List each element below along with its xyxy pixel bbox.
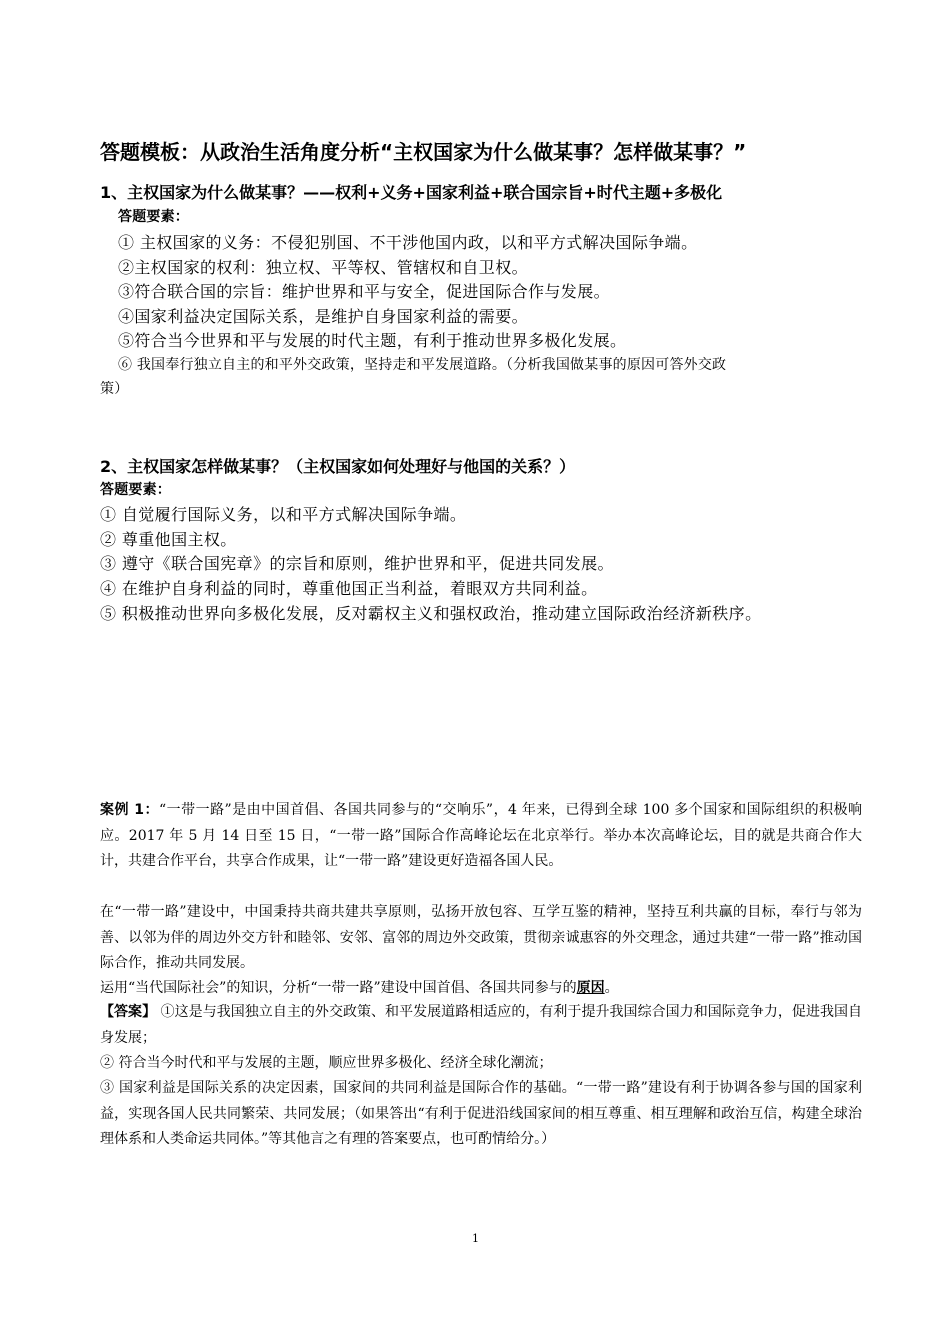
case-paragraph-1 bbox=[100, 798, 862, 875]
section1-item-5: ⑤符合当今世界和平与发展的时代主题，有利于推动世界多极化发展。 bbox=[118, 331, 627, 350]
section2-item-4: ④ 在维护自身利益的同时，尊重他国正当利益，着眼双方共同利益。 bbox=[100, 579, 598, 598]
answer-paragraph-3: ③ 国家利益是国际关系的决定因素，国家间的共同利益是国际合作的基础。“一带一路”建设有利于协调各参与国的国家利益，实现各国人民共同繁荣、共同发展；（如果答出“有利于促进沿线国家间的相互尊重、相互理解和政治互信，构建全球治理体系和人类命运共同体。”等其他言之有理的答案要点，也可酌情给分。） bbox=[100, 1080, 862, 1147]
case-paragraph-2: 在“一带一路”建设中，中国秉持共商共建共享原则，弘扬开放包容、互学互鉴的精神，坚持互利共赢的目标，奉行与邻为善、以邻为伴的周边外交方针和睦邻、安邻、富邻的周边外交政策，贯彻亲诚惠容的外交理念，通过共建“一带一路”推动国际合作，推动共同发展。 bbox=[100, 904, 862, 971]
answer-paragraph-1 bbox=[100, 1000, 862, 1051]
answer-label: 【答案】 bbox=[100, 1004, 157, 1020]
question-end: 。 bbox=[604, 980, 619, 996]
case-text-1: “一带一路”是由中国首倡、各国共同参与的“交响乐”，4 年来，已得到全球 100 多个国家和国际组织的积极响应。2017 年 5 月 14 日至 15 日，“一带一路”国际合作高峰论坛在北京举行。举办本次高峰论坛，目的就是共商合作大计，共建合作平台，共享合作成果，让“一带一路”建设更好造福各国人民。 bbox=[100, 802, 863, 869]
section1-item-6: ⑥ 我国奉行独立自主的和平外交政策，坚持走和平发展道路。（分析我国做某事的原因可答外交政 bbox=[118, 357, 727, 373]
section1-item-2: ②主权国家的权利：独立权、平等权、管辖权和自卫权。 bbox=[118, 258, 529, 277]
section1-item-6-cont: 策） bbox=[100, 381, 129, 397]
section1-heading: 1、主权国家为什么做某事？——权利+义务+国家利益+联合国宗旨+时代主题+多极化 bbox=[100, 183, 723, 202]
case-question bbox=[100, 976, 862, 1002]
section2-item-1: ① 自觉履行国际义务，以和平方式解决国际争端。 bbox=[100, 505, 467, 524]
section2-item-2: ② 尊重他国主权。 bbox=[100, 530, 237, 549]
section2-item-5: ⑤ 积极推动世界向多极化发展，反对霸权主义和强权政治，推动建立国际政治经济新秩序。 bbox=[100, 604, 762, 623]
page-number: 1 bbox=[472, 1232, 479, 1245]
section2-item-3: ③ 遵守《联合国宪章》的宗旨和原则，维护世界和平，促进共同发展。 bbox=[100, 554, 614, 573]
page-title: 答题模板：从政治生活角度分析“主权国家为什么做某事？怎样做某事？” bbox=[100, 140, 747, 164]
question-keyword: 原因 bbox=[576, 980, 605, 996]
section1-label: 答题要素： bbox=[118, 209, 189, 225]
section1-item-4: ④国家利益决定国际关系，是维护自身国家利益的需要。 bbox=[118, 307, 529, 326]
section2-heading: 2、主权国家怎样做某事？（主权国家如何处理好与他国的关系？） bbox=[100, 457, 576, 476]
section2-label: 答题要素： bbox=[100, 482, 171, 498]
case-label: 案例 1： bbox=[100, 802, 160, 818]
answer-paragraph-2: ② 符合当今时代和平与发展的主题，顺应世界多极化、经济全球化潮流； bbox=[100, 1055, 553, 1071]
section1-item-3: ③符合联合国的宗旨：维护世界和平与安全，促进国际合作与发展。 bbox=[118, 282, 611, 301]
question-text: 运用“当代国际社会”的知识，分析“一带一路”建设中国首倡、各国共同参与的 bbox=[100, 980, 577, 996]
section1-item-1: ① 主权国家的义务：不侵犯别国、不干涉他国内政，以和平方式解决国际争端。 bbox=[118, 233, 698, 252]
answer-text-1: ①这是与我国独立自主的外交政策、和平发展道路相适应的，有利于提升我国综合国力和国际竞争力，促进我国自身发展； bbox=[100, 1004, 863, 1046]
